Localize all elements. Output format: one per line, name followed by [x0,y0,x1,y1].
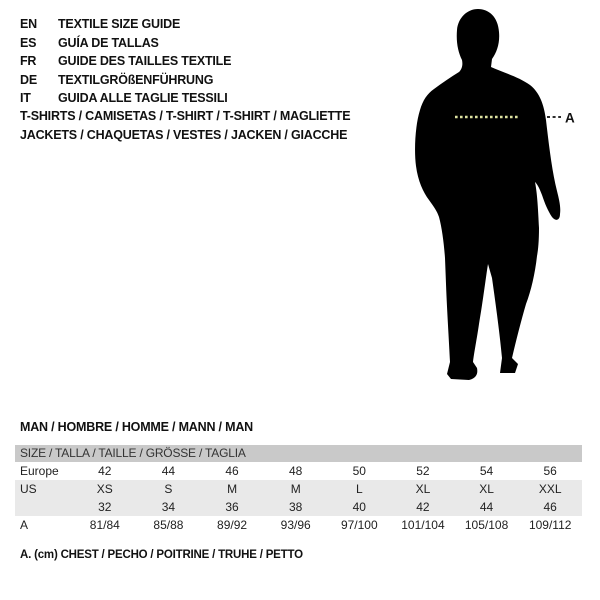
table-cell: 40 [352,500,366,514]
language-code: FR [20,54,37,69]
list-item [20,15,231,34]
table-cell: 36 [225,500,239,514]
language-code: DE [20,72,37,87]
table-cell: 56 [543,464,557,478]
table-cell: 54 [479,464,494,478]
table-cell: M [227,482,238,496]
table-cell: 44 [479,500,494,514]
table-cell: 81/84 [89,518,120,532]
table-cell: 48 [289,464,303,478]
language-code: ES [20,35,37,50]
table-cell: 50 [352,464,366,478]
table-cell: 89/92 [217,518,248,532]
table-cell: 109/112 [528,518,572,532]
measurement-footnote: A. (cm) CHEST / PECHO / POITRINE / TRUHE / PETTO [20,549,303,561]
table-cell: 46 [225,464,239,478]
table-cell: M [290,482,301,496]
table-cell: 97/100 [340,518,378,532]
table-cell: 34 [161,500,176,514]
man-silhouette-figure [403,6,579,388]
table-cell: 44 [161,464,176,478]
size-table [15,445,582,534]
category-line-tshirts: T-SHIRTS / CAMISETAS / T-SHIRT / T-SHIRT / MAGLIETTE [20,109,351,123]
language-code: EN [20,17,37,31]
guide-title: GUÍA DE TALLAS [58,35,159,50]
silhouette-svg [403,6,579,388]
table-cell: 42 [98,464,112,478]
size-table-header: SIZE / TALLA / TAILLE / GRÖSSE / TAGLIA [15,445,582,462]
row-label: US [20,482,37,496]
category-line-jackets: JACKETS / CHAQUETAS / VESTES / JACKEN / GIACCHE [20,127,348,142]
table-row [15,480,582,498]
table-row [15,516,582,534]
list-item [20,52,231,71]
row-label: Europe [20,464,59,478]
table-cell: 32 [98,500,112,514]
table-cell: XXL [538,482,562,496]
table-cell: 38 [289,500,303,514]
guide-title: GUIDA ALLE TAGLIE TESSILI [58,91,228,106]
list-item [20,71,231,90]
list-item [20,89,231,108]
table-cell: L [355,482,363,496]
table-cell: S [164,482,173,496]
table-cell: XL [415,482,431,496]
size-table-rows [15,462,582,534]
guide-title: GUIDE DES TAILLES TEXTILE [58,54,232,69]
table-row [15,498,582,516]
table-row [15,462,582,480]
table-cell: 52 [416,464,430,478]
row-label: A [20,518,29,532]
man-silhouette [415,9,560,380]
guide-title: TEXTILGRÖßENFÜHRUNG [58,72,214,87]
garment-category [20,107,350,144]
language-guide-list [20,15,231,108]
table-cell: 85/88 [153,518,184,532]
table-cell: XL [479,482,494,496]
measure-label-a: A [565,110,575,126]
table-cell: 93/96 [280,518,311,532]
guide-title: TEXTILE SIZE GUIDE [58,17,181,31]
table-cell: 105/108 [464,518,509,532]
table-cell: 101/104 [401,518,445,532]
table-cell: 46 [543,500,557,514]
table-cell: XS [96,482,113,496]
table-cell: 42 [416,500,430,514]
row-label [15,498,73,516]
list-item [20,34,231,53]
section-heading-man: MAN / HOMBRE / HOMME / MANN / MAN [20,420,253,434]
language-code: IT [20,91,31,106]
